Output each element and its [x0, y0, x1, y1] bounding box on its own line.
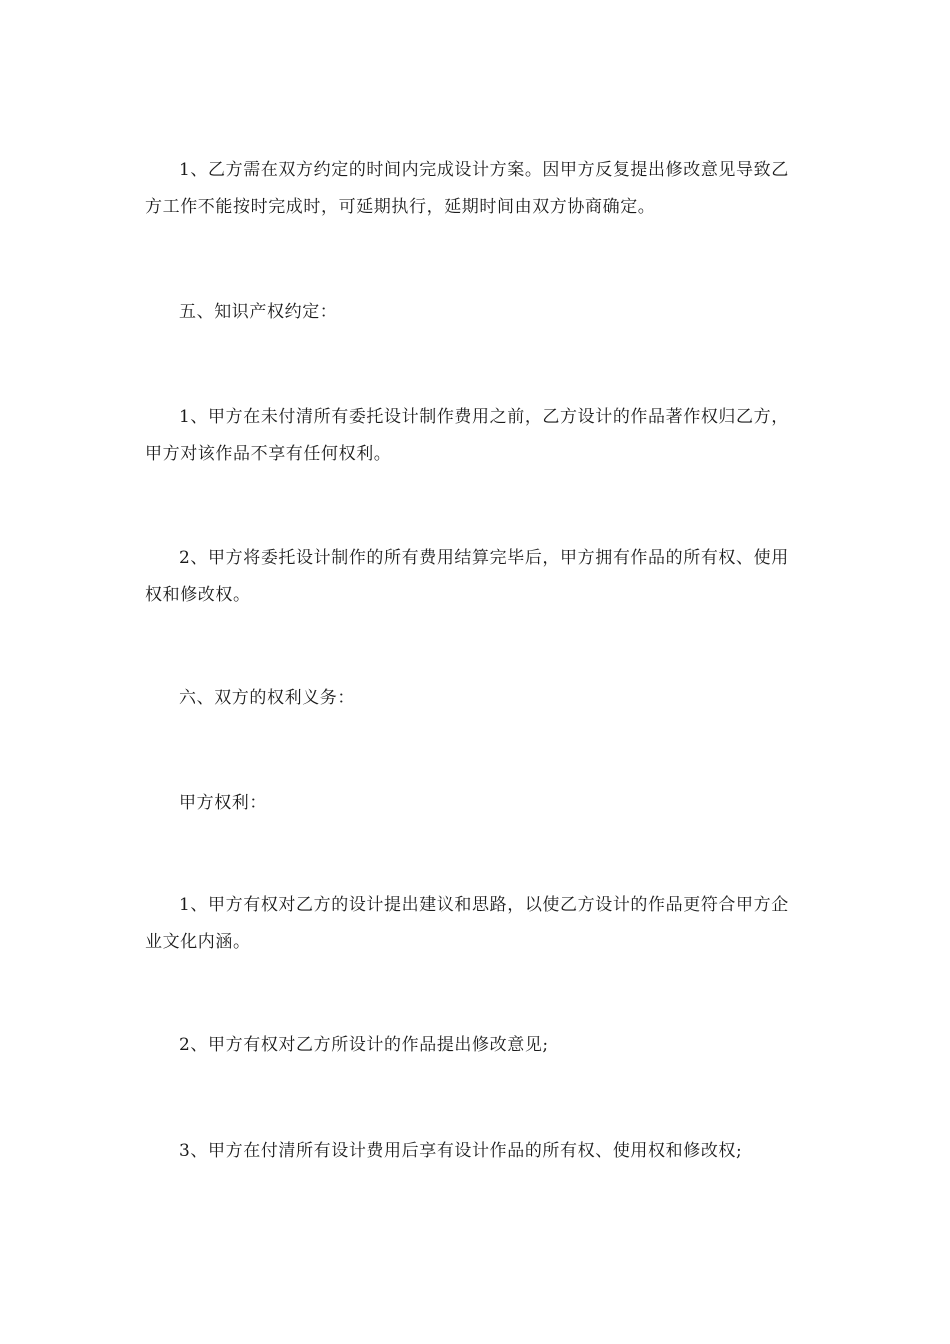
paragraph-copyright-before-payment: 1、甲方在未付清所有委托设计制作费用之前，乙方设计的作品著作权归乙方，甲方对该作品不享有任何权利。 [145, 407, 789, 464]
heading-rights-obligations: 六、双方的权利义务： [179, 688, 355, 708]
paragraph-party-a-right-3: 3、甲方在付清所有设计费用后享有设计作品的所有权、使用权和修改权; [179, 1141, 743, 1161]
heading-ip-agreement: 五、知识产权约定： [179, 302, 338, 322]
paragraph-delay-clause: 1、乙方需在双方约定的时间内完成设计方案。因甲方反复提出修改意见导致乙方工作不能按时完成时，可延期执行，延期时间由双方协商确定。 [145, 160, 789, 217]
paragraph-party-a-right-1: 1、甲方有权对乙方的设计提出建议和思路，以使乙方设计的作品更符合甲方企业文化内涵。 [145, 895, 789, 952]
heading-party-a-rights: 甲方权利： [179, 793, 267, 813]
paragraph-party-a-right-2: 2、甲方有权对乙方所设计的作品提出修改意见; [179, 1035, 549, 1055]
paragraph-ownership-after-payment: 2、甲方将委托设计制作的所有费用结算完毕后，甲方拥有作品的所有权、使用权和修改权。 [145, 548, 789, 605]
